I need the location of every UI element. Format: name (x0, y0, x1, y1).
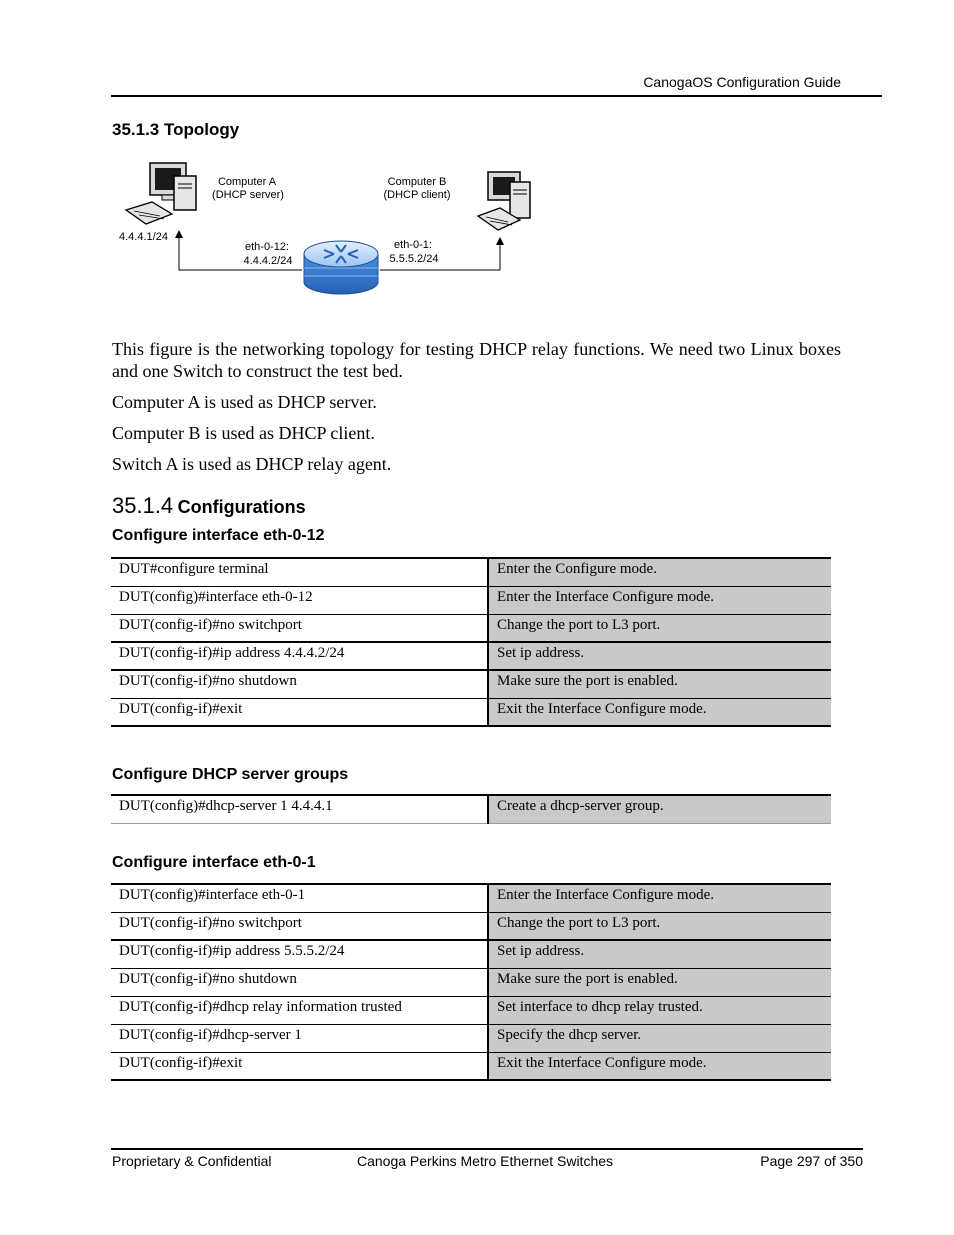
table-row (111, 698, 831, 726)
command-cell: DUT(config-if)#exit (111, 1052, 488, 1080)
description-cell: Enter the Interface Configure mode. (488, 884, 831, 912)
command-cell: DUT(config-if)#no switchport (111, 912, 488, 940)
computer-b-name: Computer B (387, 176, 447, 188)
computer-a-name: Computer A (217, 176, 277, 188)
description-cell: Exit the Interface Configure mode. (488, 698, 831, 726)
table-configure-dhcp-groups (111, 794, 831, 824)
description-cell: Set ip address. (488, 940, 831, 968)
header-rule (111, 95, 882, 97)
command-cell: DUT(config)#dhcp-server 1 4.4.4.1 (111, 795, 488, 823)
router-icon (304, 241, 378, 294)
computer-a-ip: 4.4.4.1/24 (119, 231, 168, 243)
computer-b-paragraph: Computer B is used as DHCP client. (112, 423, 375, 443)
switch-left-port-name: eth-0-12: (244, 241, 290, 253)
heading-configure-dhcp-groups: Configure DHCP server groups (112, 766, 349, 783)
command-cell: DUT(config-if)#no shutdown (111, 968, 488, 996)
description-cell: Create a dhcp-server group. (488, 795, 831, 823)
running-header: CanogaOS Configuration Guide (643, 74, 841, 90)
command-cell: DUT(config-if)#ip address 5.5.5.2/24 (111, 940, 488, 968)
table-row (111, 670, 831, 698)
switch-right-port-ip: 5.5.5.2/24 (389, 253, 439, 265)
computer-b-icon (478, 172, 530, 230)
switch-left-port-ip: 4.4.4.2/24 (243, 255, 293, 267)
description-cell: Enter the Interface Configure mode. (488, 586, 831, 614)
computer-a-icon (126, 163, 196, 224)
section-heading-topology: 35.1.3 Topology (112, 120, 240, 139)
table-row (111, 795, 831, 823)
computer-b-role: (DHCP client) (383, 189, 451, 201)
table-row (111, 558, 831, 586)
description-cell: Make sure the port is enabled. (488, 670, 831, 698)
command-cell: DUT(config)#interface eth-0-1 (111, 884, 488, 912)
table-row (111, 586, 831, 614)
description-cell: Change the port to L3 port. (488, 912, 831, 940)
intro-paragraph: This figure is the networking topology for testing DHCP relay functions. We need two Linux boxes and one Switch to construct the test bed. (112, 339, 841, 381)
command-cell: DUT(config)#interface eth-0-12 (111, 586, 488, 614)
command-cell: DUT#configure terminal (111, 558, 488, 586)
table-row (111, 940, 831, 968)
table-row (111, 996, 831, 1024)
description-cell: Set ip address. (488, 642, 831, 670)
table-row (111, 884, 831, 912)
footer-left: Proprietary & Confidential (112, 1153, 272, 1169)
command-cell: DUT(config-if)#no switchport (111, 614, 488, 642)
table-row (111, 968, 831, 996)
table-row (111, 1052, 831, 1080)
computer-a-role: (DHCP server) (212, 189, 284, 201)
command-cell: DUT(config-if)#no shutdown (111, 670, 488, 698)
footer-page-number: Page 297 of 350 (760, 1153, 863, 1169)
heading-configure-eth-0-12: Configure interface eth-0-12 (112, 527, 325, 544)
command-cell: DUT(config-if)#dhcp-server 1 (111, 1024, 488, 1052)
footer-rule (111, 1148, 863, 1150)
computer-a-paragraph: Computer A is used as DHCP server. (112, 392, 377, 412)
description-cell: Change the port to L3 port. (488, 614, 831, 642)
footer-center: Canoga Perkins Metro Ethernet Switches (357, 1153, 614, 1169)
description-cell: Specify the dhcp server. (488, 1024, 831, 1052)
table-row (111, 1024, 831, 1052)
table-row (111, 642, 831, 670)
command-cell: DUT(config-if)#dhcp relay information trusted (111, 996, 488, 1024)
section-title: Configurations (177, 497, 306, 517)
table-configure-eth-0-12 (111, 557, 831, 727)
description-cell: Exit the Interface Configure mode. (488, 1052, 831, 1080)
switch-right-port-name: eth-0-1: (394, 239, 432, 251)
description-cell: Set interface to dhcp relay trusted. (488, 996, 831, 1024)
section-number: 35.1.4 (112, 493, 174, 518)
description-cell: Enter the Configure mode. (488, 558, 831, 586)
heading-configure-eth-0-1: Configure interface eth-0-1 (112, 854, 316, 871)
command-cell: DUT(config-if)#exit (111, 698, 488, 726)
table-row (111, 912, 831, 940)
switch-a-paragraph: Switch A is used as DHCP relay agent. (112, 454, 392, 474)
description-cell: Make sure the port is enabled. (488, 968, 831, 996)
topology-diagram (112, 158, 542, 303)
table-row (111, 614, 831, 642)
section-heading-configurations (112, 493, 306, 519)
table-configure-eth-0-1 (111, 883, 831, 1081)
command-cell: DUT(config-if)#ip address 4.4.4.2/24 (111, 642, 488, 670)
